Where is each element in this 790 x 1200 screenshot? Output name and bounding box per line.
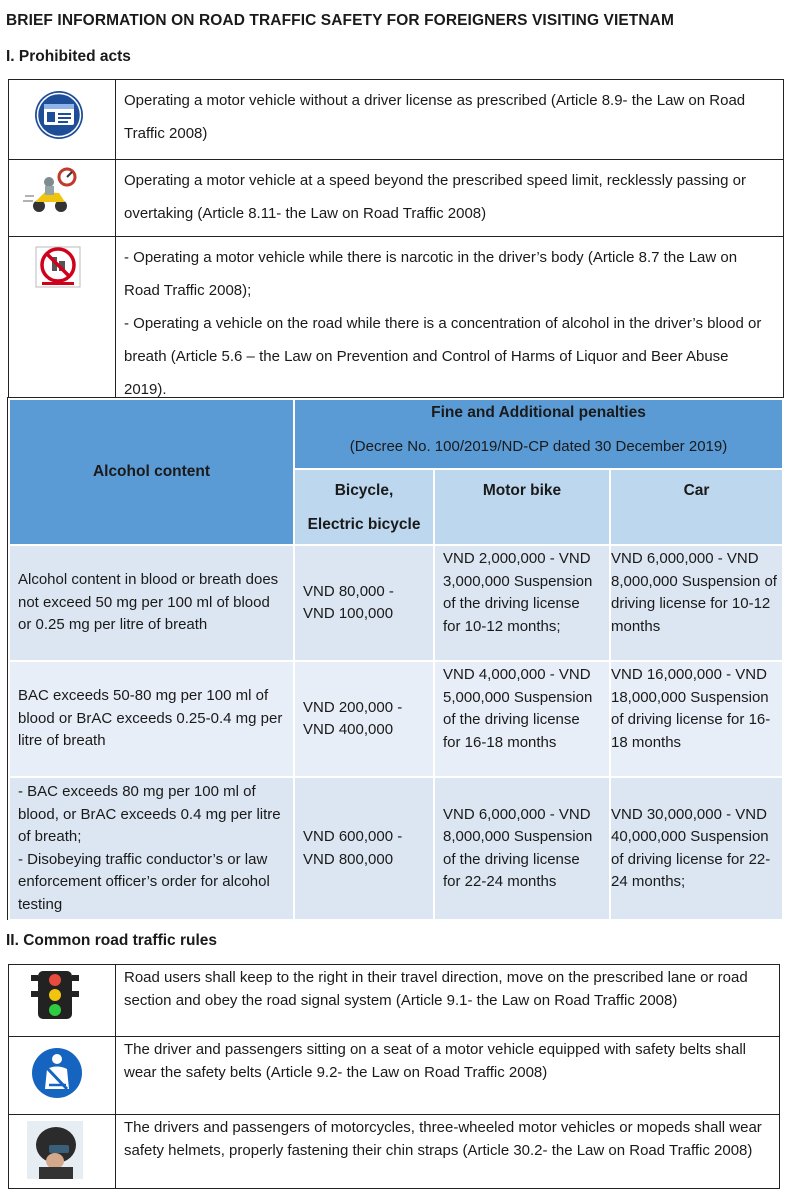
- bac-clause: - BAC exceeds 80 mg per 100 ml of blood, or BrAC exceeds 0.4 mg per litre of breath;: [18, 783, 281, 845]
- no-drink-driving-icon: [9, 237, 115, 297]
- col-car: Car: [610, 469, 783, 545]
- car-fine-cell: VND 6,000,000 - VND 8,000,000 Suspension of driving license for 10-12 months: [610, 545, 783, 661]
- rule-text: The drivers and passengers of motorcycles, three-wheeled motor vehicles or mopeds shall wear safety helmets, properly fastening their chin straps (Article 30.2- the Law on Road Traffic 2008): [116, 1115, 780, 1189]
- table-row: [9, 545, 783, 661]
- col-bicycle-line2: Electric bicycle: [307, 516, 421, 533]
- table-row: [9, 661, 783, 777]
- motorbike-fine-cell: VND 6,000,000 - VND 8,000,000 Suspension of the driving license for 22-24 months: [434, 777, 610, 920]
- seat-belt-icon: [9, 1037, 115, 1109]
- page-title: BRIEF INFORMATION ON ROAD TRAFFIC SAFETY FOR FOREIGNERS VISITING VIETNAM: [6, 12, 674, 29]
- icon-cell: [9, 237, 116, 413]
- bicycle-fine-cell: VND 600,000 - VND 800,000: [294, 777, 434, 920]
- driver-license-icon: [9, 80, 115, 154]
- prohibited-acts-table: [8, 79, 784, 413]
- prohibited-act-text: Operating a motor vehicle without a driver license as prescribed (Article 8.9- the Law on Road Traffic 2008): [116, 80, 784, 160]
- icon-cell: [9, 965, 116, 1037]
- table-row: [9, 777, 783, 920]
- section-heading-rules: II. Common road traffic rules: [6, 932, 218, 949]
- alcohol-clause: - Operating a vehicle on the road while there is a concentration of alcohol in the driver’s blood or breath (Article 5.6 – the Law on Prevention and Control of Harms of Liquor and Beer Abuse 2019).: [124, 315, 762, 398]
- helmet-icon: [9, 1115, 115, 1183]
- section-heading-prohibited: I. Prohibited acts: [6, 48, 131, 65]
- icon-cell: [9, 160, 116, 237]
- icon-cell: [9, 80, 116, 160]
- col-bicycle: [294, 469, 434, 545]
- car-fine-cell: VND 30,000,000 - VND 40,000,000 Suspension of driving license for 22-24 months;: [610, 777, 783, 920]
- traffic-light-icon: [9, 965, 115, 1025]
- bicycle-fine-cell: VND 200,000 - VND 400,000: [294, 661, 434, 777]
- col-motorbike: Motor bike: [434, 469, 610, 545]
- speeding-motorbike-icon: [9, 160, 115, 230]
- traffic-rules-table: [8, 964, 780, 1189]
- prohibited-act-text: Operating a motor vehicle at a speed beyond the prescribed speed limit, recklessly passing or overtaking (Article 8.11- the Law on Road Traffic 2008): [116, 160, 784, 237]
- fine-decree: (Decree No. 100/2019/ND-CP dated 30 December 2019): [349, 438, 728, 455]
- icon-cell: [9, 1115, 116, 1189]
- alcohol-content-cell: BAC exceeds 50-80 mg per 100 ml of blood or BrAC exceeds 0.25-0.4 mg per litre of breath: [9, 661, 294, 777]
- prohibited-act-text: [116, 237, 784, 413]
- fine-title: Fine and Additional penalties: [431, 404, 646, 421]
- fine-header: [294, 399, 783, 469]
- bicycle-fine-cell: VND 80,000 - VND 100,000: [294, 545, 434, 661]
- alcohol-content-cell: Alcohol content in blood or breath does not exceed 50 mg per 100 ml of blood or 0.25 mg per litre of breath: [9, 545, 294, 661]
- motorbike-fine-cell: VND 2,000,000 - VND 3,000,000 Suspension of the driving license for 10-12 months;: [434, 545, 610, 661]
- icon-cell: [9, 1037, 116, 1115]
- refusal-clause: - Disobeying traffic conductor’s or law enforcement officer’s order for alcohol testing: [18, 850, 270, 913]
- col-bicycle-line1: Bicycle,: [334, 482, 394, 499]
- narcotic-clause: - Operating a motor vehicle while there is narcotic in the driver’s body (Article 8.7 the Law on Road Traffic 2008);: [124, 249, 738, 299]
- rule-text: The driver and passengers sitting on a seat of a motor vehicle equipped with safety belts shall wear the safety belts (Article 9.2- the Law on Road Traffic 2008): [116, 1037, 780, 1115]
- motorbike-fine-cell: VND 4,000,000 - VND 5,000,000 Suspension of the driving license for 16-18 months: [434, 661, 610, 777]
- col-alcohol-content: Alcohol content: [9, 399, 294, 545]
- alcohol-penalties-table: [8, 398, 784, 921]
- car-fine-cell: VND 16,000,000 - VND 18,000,000 Suspension of driving license for 16-18 months: [610, 661, 783, 777]
- alcohol-content-cell: [9, 777, 294, 920]
- rule-text: Road users shall keep to the right in their travel direction, move on the prescribed lane or road section and obey the road signal system (Article 9.1- the Law on Road Traffic 2008): [116, 965, 780, 1037]
